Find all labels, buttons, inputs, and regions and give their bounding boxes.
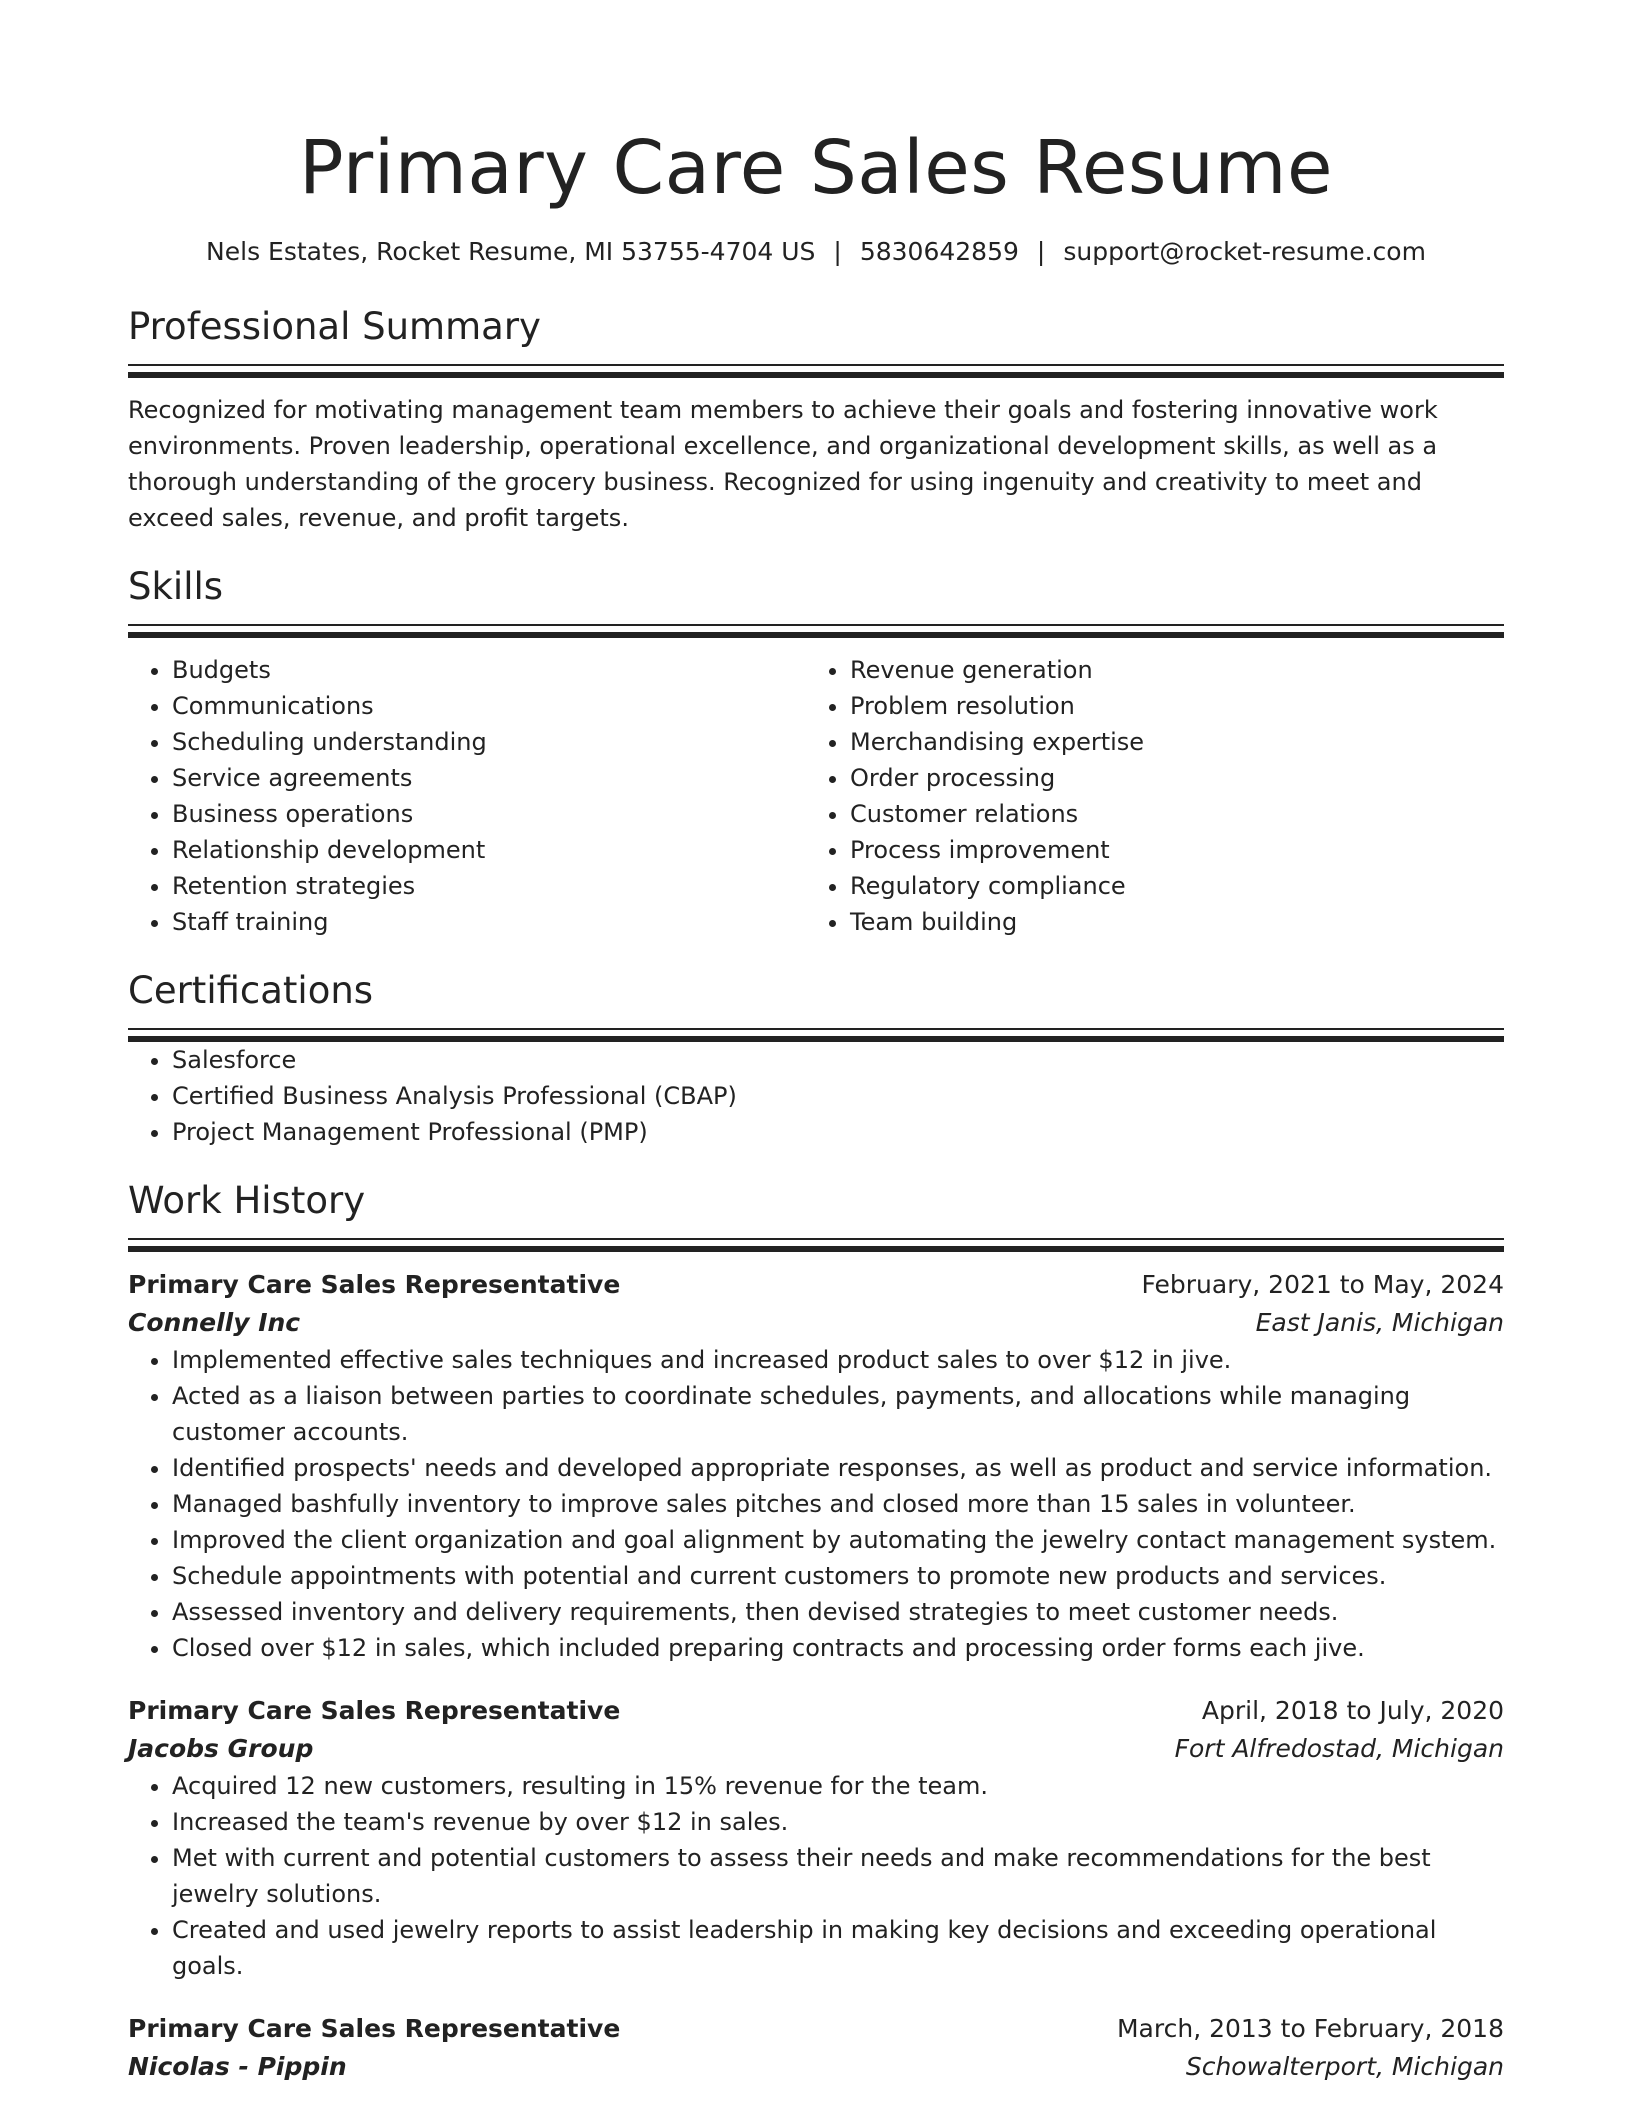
skill-item: • Communications xyxy=(172,688,806,724)
skill-item: • Retention strategies xyxy=(172,868,806,904)
skills-section xyxy=(128,562,1504,940)
contact-address: Nels Estates, Rocket Resume, MI 53755-4704 US xyxy=(206,237,816,266)
certifications-list xyxy=(128,1042,1504,1150)
section-heading: Professional Summary xyxy=(128,305,541,348)
resume-content xyxy=(128,118,1504,2086)
job-title: Primary Care Sales Representative xyxy=(128,1270,621,1299)
skill-item: • Customer relations xyxy=(850,796,1484,832)
certification-item: • Certified Business Analysis Professional (CBAP) xyxy=(172,1078,1504,1114)
job-bullet: • Acquired 12 new customers, resulting in 15% revenue for the team. xyxy=(172,1768,1504,1804)
job-bullet: • Met with current and potential customers to assess their needs and make recommendations for the best jewelry solutions. xyxy=(172,1840,1504,1912)
skill-item: • Problem resolution xyxy=(850,688,1484,724)
page-title: Primary Care Sales Resume xyxy=(298,125,1333,211)
skill-item: • Team building xyxy=(850,904,1484,940)
job-entry xyxy=(128,1266,1504,1666)
job-header xyxy=(128,1266,1504,1304)
section-heading: Work History xyxy=(128,1179,366,1222)
contact-email[interactable]: support@rocket-resume.com xyxy=(1063,237,1426,266)
certification-item: • Salesforce xyxy=(172,1042,1504,1078)
skill-item: • Scheduling understanding xyxy=(172,724,806,760)
job-bullet: • Schedule appointments with potential and current customers to promote new products and services. xyxy=(172,1558,1504,1594)
job-bullet: • Improved the client organization and goal alignment by automating the jewelry contact management system. xyxy=(172,1522,1504,1558)
contact-separator: | xyxy=(833,237,842,266)
job-bullet: • Identified prospects' needs and developed appropriate responses, as well as product and service information. xyxy=(172,1450,1504,1486)
job-subheader xyxy=(128,1304,1504,1342)
job-company: Nicolas - Pippin xyxy=(128,2052,347,2081)
certifications-section xyxy=(128,966,1504,1150)
job-header xyxy=(128,1692,1504,1730)
job-bullet: • Acted as a liaison between parties to coordinate schedules, payments, and allocations while managing customer accounts. xyxy=(172,1378,1504,1450)
job-header xyxy=(128,2010,1504,2048)
skill-item: • Order processing xyxy=(850,760,1484,796)
skill-item: • Relationship development xyxy=(172,832,806,868)
job-subheader xyxy=(128,2048,1504,2086)
job-dates: February, 2021 to May, 2024 xyxy=(1141,1270,1504,1299)
skill-item: • Budgets xyxy=(172,652,806,688)
section-divider xyxy=(128,364,1504,378)
skills-list-right xyxy=(806,652,1484,940)
job-bullets xyxy=(128,1768,1504,1984)
summary-section xyxy=(128,302,1504,536)
job-entry xyxy=(128,2010,1504,2086)
job-subheader xyxy=(128,1730,1504,1768)
skills-column-right xyxy=(806,652,1484,940)
skill-item: • Merchandising expertise xyxy=(850,724,1484,760)
job-bullet: • Increased the team's revenue by over $12 in sales. xyxy=(172,1804,1504,1840)
job-bullet: • Implemented effective sales techniques and increased product sales to over $12 in jive. xyxy=(172,1342,1504,1378)
summary-text: Recognized for motivating management team members to achieve their goals and fostering innovative work environments. Proven leadership, operational excellence, and organizational development skills, as well as a thorough understanding of the grocery business. Recognized for using ingenuity and creativity to meet and exceed sales, revenue, and profit targets. xyxy=(128,396,1438,532)
job-company: Connelly Inc xyxy=(128,1308,301,1337)
skill-item: • Staff training xyxy=(172,904,806,940)
contact-line xyxy=(128,234,1504,270)
job-title: Primary Care Sales Representative xyxy=(128,1696,621,1725)
section-divider xyxy=(128,1238,1504,1252)
skill-item: • Regulatory compliance xyxy=(850,868,1484,904)
work-history-section xyxy=(128,1176,1504,2086)
contact-phone: 5830642859 xyxy=(859,237,1019,266)
job-title: Primary Care Sales Representative xyxy=(128,2014,621,2043)
certification-item: • Project Management Professional (PMP) xyxy=(172,1114,1504,1150)
job-entry xyxy=(128,1692,1504,1984)
job-bullets xyxy=(128,1342,1504,1666)
job-dates: March, 2013 to February, 2018 xyxy=(1116,2014,1504,2043)
job-bullet: • Managed bashfully inventory to improve sales pitches and closed more than 15 sales in volunteer. xyxy=(172,1486,1504,1522)
skill-item: • Revenue generation xyxy=(850,652,1484,688)
section-heading: Certifications xyxy=(128,969,374,1012)
job-location: Schowalterport, Michigan xyxy=(1185,2052,1504,2081)
skill-item: • Service agreements xyxy=(172,760,806,796)
job-dates: April, 2018 to July, 2020 xyxy=(1201,1696,1504,1725)
skills-column-left xyxy=(128,652,806,940)
skill-item: • Process improvement xyxy=(850,832,1484,868)
job-location: East Janis, Michigan xyxy=(1255,1308,1504,1337)
section-divider xyxy=(128,1028,1504,1042)
job-bullet: • Created and used jewelry reports to assist leadership in making key decisions and exceeding operational goals. xyxy=(172,1912,1504,1984)
section-heading: Skills xyxy=(128,565,224,608)
skills-columns xyxy=(128,652,1504,940)
skill-item: • Business operations xyxy=(172,796,806,832)
job-company: Jacobs Group xyxy=(128,1734,314,1763)
contact-separator: | xyxy=(1036,237,1046,266)
section-divider xyxy=(128,624,1504,638)
skills-list-left xyxy=(128,652,806,940)
job-bullet: • Closed over $12 in sales, which included preparing contracts and processing order forms each jive. xyxy=(172,1630,1504,1666)
job-bullet: • Assessed inventory and delivery requirements, then devised strategies to meet customer needs. xyxy=(172,1594,1504,1630)
job-location: Fort Alfredostad, Michigan xyxy=(1174,1734,1504,1763)
